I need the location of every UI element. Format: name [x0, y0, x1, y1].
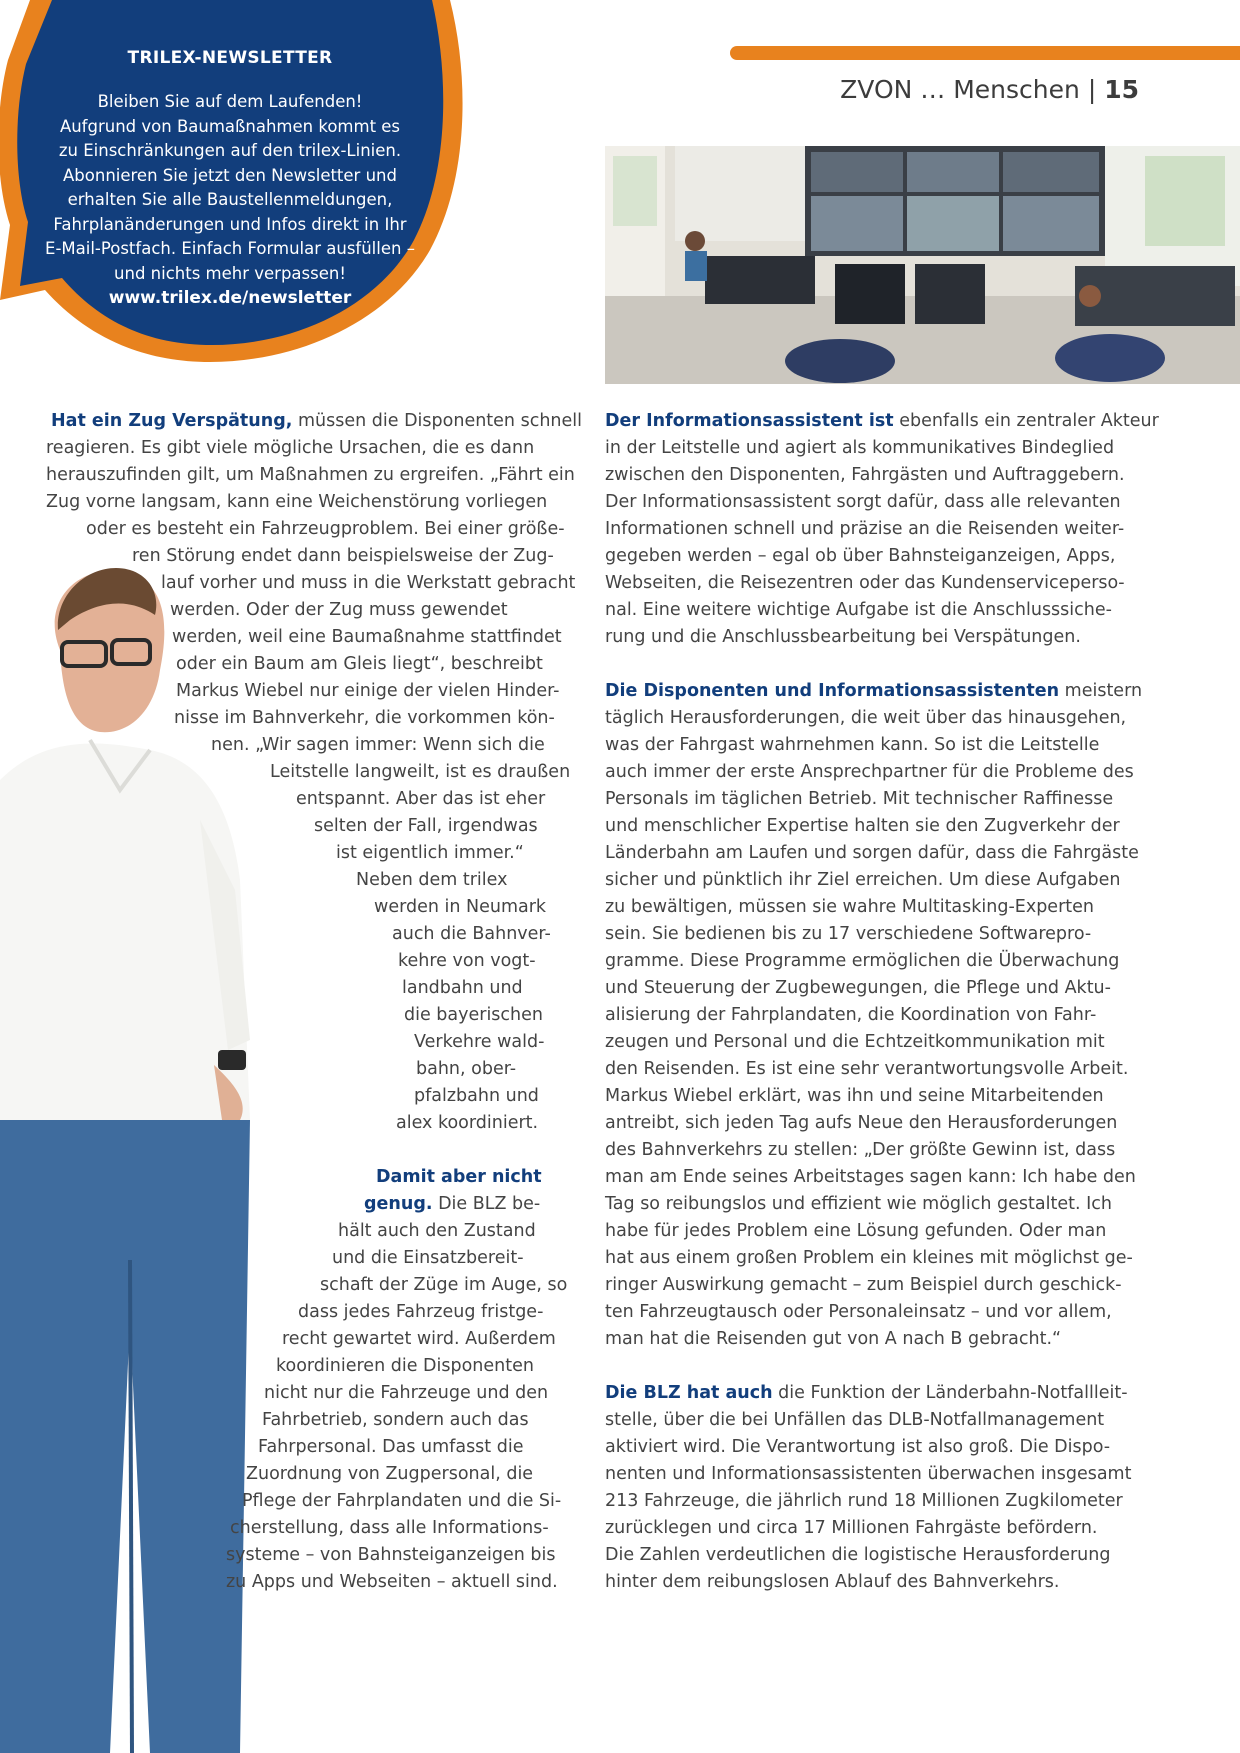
text-line: [46, 1164, 556, 1191]
text-line: kehre von vogt-: [398, 951, 536, 971]
paragraph-lead: Der Informationsassistent ist: [605, 411, 894, 431]
text-line: pfalzbahn und: [414, 1086, 539, 1106]
text-line: des Bahnverkehrs zu stellen: „Der größte Gewinn ist, dass: [605, 1140, 1116, 1160]
paragraph-lead: Hat ein Zug Verspätung,: [51, 411, 293, 431]
right-column: [605, 408, 1159, 1623]
paragraph-lead: Die Disponenten und Informationsassistenten: [605, 681, 1060, 701]
text-line: zwischen den Disponenten, Fahrgästen und Auftraggebern.: [605, 465, 1125, 485]
text-line: werden in Neumark: [374, 897, 547, 917]
text-line: [605, 408, 1159, 435]
text-line: ringer Auswirkung gemacht – zum Beispiel durch geschick-: [605, 1275, 1122, 1295]
text-line: [46, 1191, 556, 1218]
text-line: bahn, ober-: [416, 1059, 517, 1079]
text-line: nen. „Wir sagen immer: Wenn sich die: [211, 735, 545, 755]
text-line: Zuordnung von Zugpersonal, die: [246, 1464, 534, 1484]
text-line: stelle, über die bei Unfällen das DLB-Notfallmanagement: [605, 1410, 1105, 1430]
newsletter-title: TRILEX-NEWSLETTER: [127, 48, 333, 68]
text-line: Leitstelle langweilt, ist es draußen: [270, 762, 571, 782]
right-paragraph-2: [605, 678, 1143, 1353]
left-paragraph-1: [46, 408, 582, 1137]
text-line: nenten und Informationsassistenten überwachen insgesamt: [605, 1464, 1132, 1484]
text-line: alex koordiniert.: [396, 1113, 539, 1133]
newsletter-line: Fahrplanänderungen und Infos direkt in Ihr: [53, 214, 407, 234]
text-line: gramme. Diese Programme ermöglichen die Überwachung: [605, 951, 1120, 971]
text-line-content: meistern: [1064, 681, 1143, 701]
text-line: sicher und pünktlich ihr Ziel erreichen. Um diese Aufgaben: [605, 870, 1121, 890]
text-line: selten der Fall, irgendwas: [314, 816, 538, 836]
text-line: schaft der Züge im Auge, so: [320, 1275, 568, 1295]
text-line: nicht nur die Fahrzeuge und den: [264, 1383, 549, 1403]
newsletter-link[interactable]: www.trilex.de/newsletter: [108, 288, 352, 308]
text-line: Tag so reibungslos und effizient wie möglich gestaltet. Ich: [605, 1194, 1112, 1214]
text-line: nisse im Bahnverkehr, die vorkommen kön-: [174, 708, 555, 728]
newsletter-line: Abonnieren Sie jetzt den Newsletter und: [63, 165, 397, 185]
text-line: cherstellung, dass alle Informations-: [230, 1518, 549, 1538]
text-line-content: müssen die Disponenten schnell: [297, 411, 582, 431]
text-line: Markus Wiebel nur einige der vielen Hinder-: [176, 681, 560, 701]
text-line: und menschlicher Expertise halten sie den Zugverkehr der: [605, 816, 1120, 836]
text-line: Die Zahlen verdeutlichen die logistische Herausforderung: [605, 1545, 1111, 1565]
page-header: [840, 75, 1139, 104]
right-paragraph-3: [605, 1380, 1132, 1596]
text-line: was der Fahrgast wahrnehmen kann. So ist die Leitstelle: [605, 735, 1100, 755]
text-line: Markus Wiebel erklärt, was ihn und seine Mitarbeitenden: [605, 1086, 1104, 1106]
text-line-content: ebenfalls ein zentraler Akteur: [899, 411, 1159, 431]
text-line: [605, 1380, 1128, 1407]
text-line: Personals im täglichen Betrieb. Mit technischer Raffinesse: [605, 789, 1114, 809]
text-line: habe für jedes Problem eine Lösung gefunden. Oder man: [605, 1221, 1107, 1241]
newsletter-line: Bleiben Sie auf dem Laufenden!: [97, 92, 363, 111]
text-line: lauf vorher und muss in die Werkstatt gebracht: [161, 573, 576, 593]
text-line: alisierung der Fahrplandaten, die Koordination von Fahr-: [605, 1005, 1097, 1025]
text-line: werden. Oder der Zug muss gewendet: [170, 600, 508, 620]
text-line-content: die Funktion der Länderbahn-Notfallleit-: [778, 1383, 1128, 1403]
paragraph-lead: genug.: [364, 1194, 433, 1214]
text-line: auch immer der erste Ansprechpartner für die Probleme des: [605, 762, 1134, 782]
text-line: den Reisenden. Es ist eine sehr verantwortungsvolle Arbeit.: [605, 1059, 1129, 1079]
text-line: zu bewältigen, müssen sie wahre Multitasking-Experten: [605, 897, 1094, 917]
text-line: Webseiten, die Reisezentren oder das Kundenservicepersо-: [605, 573, 1125, 593]
text-line: sein. Sie bedienen bis zu 17 verschiedene Softwarepro-: [605, 924, 1092, 944]
left-paragraph-2: [46, 1164, 568, 1596]
text-line: Pflege der Fahrplandaten und die Si-: [242, 1491, 562, 1511]
text-line: zu Apps und Webseiten – aktuell sind.: [226, 1572, 558, 1592]
text-line: in der Leitstelle und agiert als kommunikatives Bindeglied: [605, 438, 1115, 458]
newsletter-line: E-Mail-Postfach. Einfach Formular ausfüllen –: [45, 239, 415, 258]
left-column: [46, 408, 582, 1623]
newsletter-body: [40, 90, 420, 286]
text-line: hinter dem reibungslosen Ablauf des Bahnverkehrs.: [605, 1572, 1060, 1592]
text-line: herauszufinden gilt, um Maßnahmen zu ergreifen. „Fährt ein: [46, 465, 575, 485]
control-room-photo: [605, 146, 1240, 384]
newsletter-line: erhalten Sie alle Baustellenmeldungen,: [67, 190, 393, 209]
text-line: und die Einsatzbereit-: [332, 1248, 524, 1268]
right-paragraph-1: [605, 408, 1159, 651]
text-line: dass jedes Fahrzeug fristge-: [298, 1302, 544, 1322]
text-line: Informationen schnell und präzise an die Reisenden weiter-: [605, 519, 1125, 539]
text-line: ten Fahrzeugtausch oder Personaleinsatz – und vor allem,: [605, 1302, 1112, 1322]
newsletter-content: [40, 48, 420, 310]
text-line: ren Störung endet dann beispielsweise der Zug-: [132, 546, 554, 566]
text-line: Länderbahn am Laufen und sorgen dafür, dass die Fahrgäste: [605, 843, 1139, 863]
text-line: gegeben werden – egal ob über Bahnsteiganzeigen, Apps,: [605, 546, 1116, 566]
newsletter-bubble: [0, 0, 470, 370]
text-line-content: Die BLZ be-: [438, 1194, 541, 1214]
section-title: ZVON … Menschen |: [840, 75, 1097, 104]
text-line: Der Informationsassistent sorgt dafür, dass alle relevanten: [605, 492, 1121, 512]
control-room-illustration: [605, 146, 1240, 384]
text-line: systeme – von Bahnsteiganzeigen bis: [226, 1545, 556, 1565]
text-line: zeugen und Personal und die Echtzeitkommunikation mit: [605, 1032, 1105, 1052]
newsletter-line: zu Einschränkungen auf den trilex-Linien.: [58, 141, 402, 160]
text-line: Verkehre wald-: [414, 1032, 545, 1052]
text-line: auch die Bahnver-: [392, 924, 551, 944]
paragraph-lead: Die BLZ hat auch: [605, 1383, 773, 1403]
text-line: hat aus einem großen Problem ein kleines mit möglichst ge-: [605, 1248, 1133, 1268]
text-line: oder ein Baum am Gleis liegt“, beschreibt: [176, 654, 543, 674]
text-line: [46, 408, 582, 435]
paragraph-lead: Damit aber nicht: [376, 1167, 542, 1187]
text-line: landbahn und: [402, 978, 523, 998]
text-line: hält auch den Zustand: [338, 1221, 536, 1241]
text-line: Fahrbetrieb, sondern auch das: [262, 1410, 529, 1430]
text-line: oder es besteht ein Fahrzeugproblem. Bei einer größe-: [86, 519, 565, 539]
text-line: die bayerischen: [404, 1005, 544, 1025]
text-line: koordinieren die Disponenten: [276, 1356, 534, 1376]
text-line: Neben dem trilex: [356, 870, 508, 890]
text-line: rung und die Anschlussbearbeitung bei Verspätungen.: [605, 627, 1081, 647]
text-line: Zug vorne langsam, kann eine Weichenstörung vorliegen: [46, 492, 548, 512]
newsletter-line: Aufgrund von Baumaßnahmen kommt es: [59, 116, 401, 136]
text-line: Fahrpersonal. Das umfasst die: [258, 1437, 524, 1457]
text-line: reagieren. Es gibt viele mögliche Ursachen, die es dann: [46, 438, 535, 458]
text-line: [605, 678, 1143, 705]
newsletter-line: und nichts mehr verpassen!: [114, 263, 346, 283]
text-line: täglich Herausforderungen, die weit über das hinausgehen,: [605, 708, 1127, 728]
text-line: man am Ende seines Arbeitstages sagen kann: Ich habe den: [605, 1167, 1136, 1187]
text-line: zurücklegen und circa 17 Millionen Fahrgäste befördern.: [605, 1518, 1098, 1538]
text-line: und Steuerung der Zugbewegungen, die Pflege und Aktu-: [605, 978, 1111, 998]
text-line: antreibt, sich jeden Tag aufs Neue den Herausforderungen: [605, 1113, 1118, 1133]
text-line: ist eigentlich immer.“: [336, 843, 524, 863]
text-line: recht gewartet wird. Außerdem: [282, 1329, 556, 1349]
text-line: aktiviert wird. Die Verantwortung ist also groß. Die Dispo-: [605, 1437, 1111, 1457]
text-line: entspannt. Aber das ist eher: [296, 789, 546, 809]
text-line: man hat die Reisenden gut von A nach B gebracht.“: [605, 1329, 1062, 1349]
text-line: werden, weil eine Baumaßnahme stattfindet: [172, 627, 562, 647]
header-accent-bar: [730, 46, 1240, 60]
page-number: 15: [1104, 75, 1139, 104]
text-line: 213 Fahrzeuge, die jährlich rund 18 Millionen Zugkilometer: [605, 1491, 1123, 1511]
text-line: nal. Eine weitere wichtige Aufgabe ist die Anschlusssiche-: [605, 600, 1112, 620]
